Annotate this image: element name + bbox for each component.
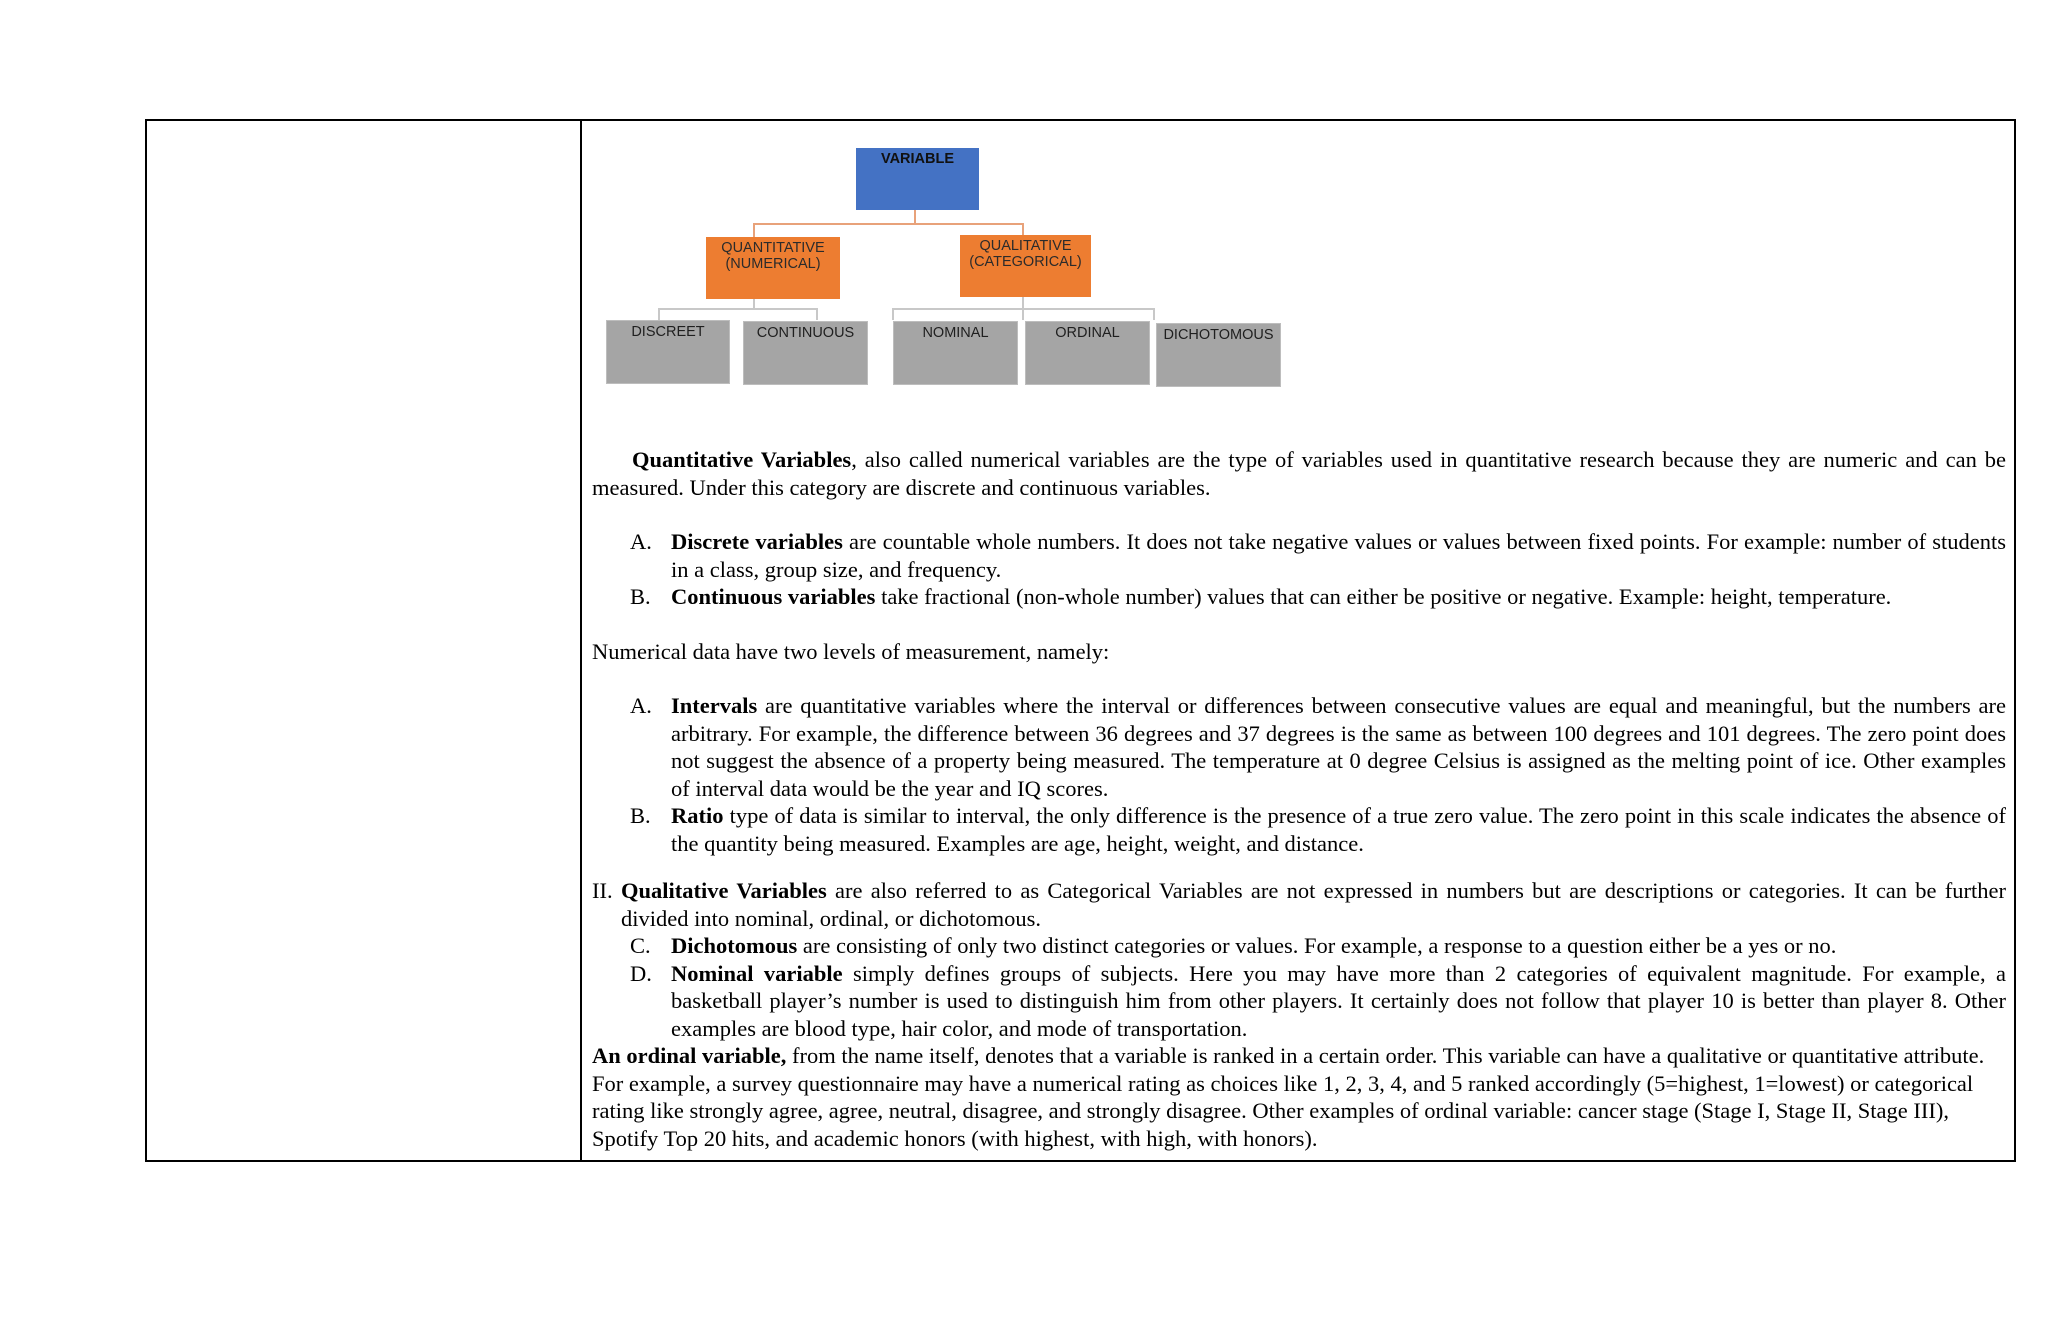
quantitative-title: Quantitative Variables bbox=[632, 447, 852, 472]
term-continuous: Continuous variables bbox=[671, 584, 876, 609]
variable-types-diagram bbox=[592, 121, 1352, 401]
list-item-dichotomous bbox=[592, 932, 2006, 960]
connector bbox=[892, 308, 894, 320]
node-variable: VARIABLE bbox=[856, 148, 979, 210]
connector bbox=[914, 210, 916, 224]
node-discreet: DISCREET bbox=[606, 320, 730, 384]
list-item-intervals bbox=[592, 692, 2006, 802]
list-marker: C. bbox=[630, 933, 651, 958]
list-item-nominal bbox=[592, 960, 2006, 1043]
body-dichotomous: are consisting of only two distinct categories or values. For example, a response to a question either be a yes or no. bbox=[797, 933, 1837, 958]
term-ratio: Ratio bbox=[671, 803, 724, 828]
quantitative-body: , also called numerical variables are the type of variables used in quantitative research because they are numeric and can be measured. Under this category are discrete and continuous variables. bbox=[592, 447, 2006, 500]
column-divider bbox=[580, 121, 582, 1160]
body-text bbox=[592, 446, 2006, 1152]
term-intervals: Intervals bbox=[671, 693, 758, 718]
ordinal-title: An ordinal variable, bbox=[592, 1043, 787, 1068]
connector bbox=[658, 308, 660, 320]
term-dichotomous: Dichotomous bbox=[671, 933, 798, 958]
list-marker: B. bbox=[630, 803, 651, 828]
list-marker: A. bbox=[630, 693, 652, 718]
node-dichotomous: DICHOTOMOUS bbox=[1156, 323, 1281, 387]
ordinal-paragraph bbox=[592, 1042, 2006, 1152]
body-ratio: type of data is similar to interval, the only difference is the presence of a true zero value. The zero point in this scale indicates the absence of the quantity being measured. Examples are age, height, weight, and distance. bbox=[671, 803, 2006, 856]
body-continuous: take fractional (non-whole number) values that can either be positive or negative. Example: height, temperature. bbox=[875, 584, 1892, 609]
connector bbox=[753, 223, 1024, 225]
node-qualitative-line1: QUALITATIVE bbox=[979, 238, 1072, 254]
term-nominal: Nominal variable bbox=[671, 960, 843, 986]
body-discrete: are countable whole numbers. It does not take negative values or values between fixed points. For example: number of students in a class, group size, and frequency. bbox=[671, 529, 2007, 582]
list-marker: B. bbox=[630, 584, 651, 609]
connector bbox=[1153, 308, 1155, 320]
body-intervals: are quantitative variables where the interval or differences between consecutive values are equal and meaningful, but the numbers are arbitrary. For example, the difference between 36 degrees and 37 degrees is the same as between 100 degrees and 101 degrees. The zero point does not suggest the absence of a property being measured. The temperature at 0 degree Celsius is assigned as the melting point of ice. Other examples of interval data would be the year and IQ scores. bbox=[671, 693, 2006, 801]
qualitative-body: are also referred to as Categorical Variables are not expressed in numbers but are descriptions or categories. It can be further divided into nominal, ordinal, or dichotomous. bbox=[621, 878, 2006, 931]
node-qualitative-line2: (CATEGORICAL) bbox=[969, 254, 1082, 270]
ordinal-body: from the name itself, denotes that a variable is ranked in a certain order. This variable can have a qualitative or quantitative attribute. For example, a survey questionnaire may have a numerical rating as choices like 1, 2, 3, 4, and 5 ranked accordingly (5=highest, 1=lowest) or categorical rating like strongly agree, agree, neutral, disagree, and strongly disagree. Other examples of ordinal variable: cancer stage (Stage I, Stage II, Stage III), Spotify Top 20 hits, and academic honors (with highest, with high, with honors). bbox=[592, 1043, 1985, 1151]
node-quantitative bbox=[706, 237, 840, 299]
connector bbox=[816, 308, 818, 320]
node-continuous: CONTINUOUS bbox=[743, 321, 868, 385]
qualitative-paragraph bbox=[592, 877, 2006, 932]
node-quantitative-line1: QUANTITATIVE bbox=[721, 240, 825, 256]
body-nominal: simply defines groups of subjects. Here you may have more than 2 categories of equivalent magnitude. For example, a basketball player’s number is used to distinguish him from other players. It certainly does not follow that player 10 is better than player 8. Other examples are blood type, hair color, and mode of transportation. bbox=[671, 960, 2006, 1041]
list-item-discrete bbox=[592, 528, 2006, 583]
list-marker: II. bbox=[592, 878, 613, 903]
content-table bbox=[145, 119, 2016, 1162]
connector bbox=[658, 308, 818, 310]
content-cell bbox=[592, 121, 2006, 1160]
list-item-continuous bbox=[592, 583, 2006, 611]
quantitative-paragraph bbox=[592, 446, 2006, 501]
levels-intro: Numerical data have two levels of measurement, namely: bbox=[592, 638, 1110, 664]
node-quantitative-line2: (NUMERICAL) bbox=[725, 256, 821, 272]
connector bbox=[753, 223, 755, 237]
node-nominal: NOMINAL bbox=[893, 321, 1018, 385]
list-marker: D. bbox=[630, 960, 652, 986]
term-discrete: Discrete variables bbox=[671, 529, 843, 554]
connector bbox=[1022, 308, 1024, 320]
list-marker: A. bbox=[630, 529, 652, 554]
node-ordinal: ORDINAL bbox=[1025, 321, 1150, 385]
qualitative-title: Qualitative Variables bbox=[621, 878, 827, 903]
list-item-ratio bbox=[592, 802, 2006, 857]
node-qualitative bbox=[960, 235, 1091, 297]
